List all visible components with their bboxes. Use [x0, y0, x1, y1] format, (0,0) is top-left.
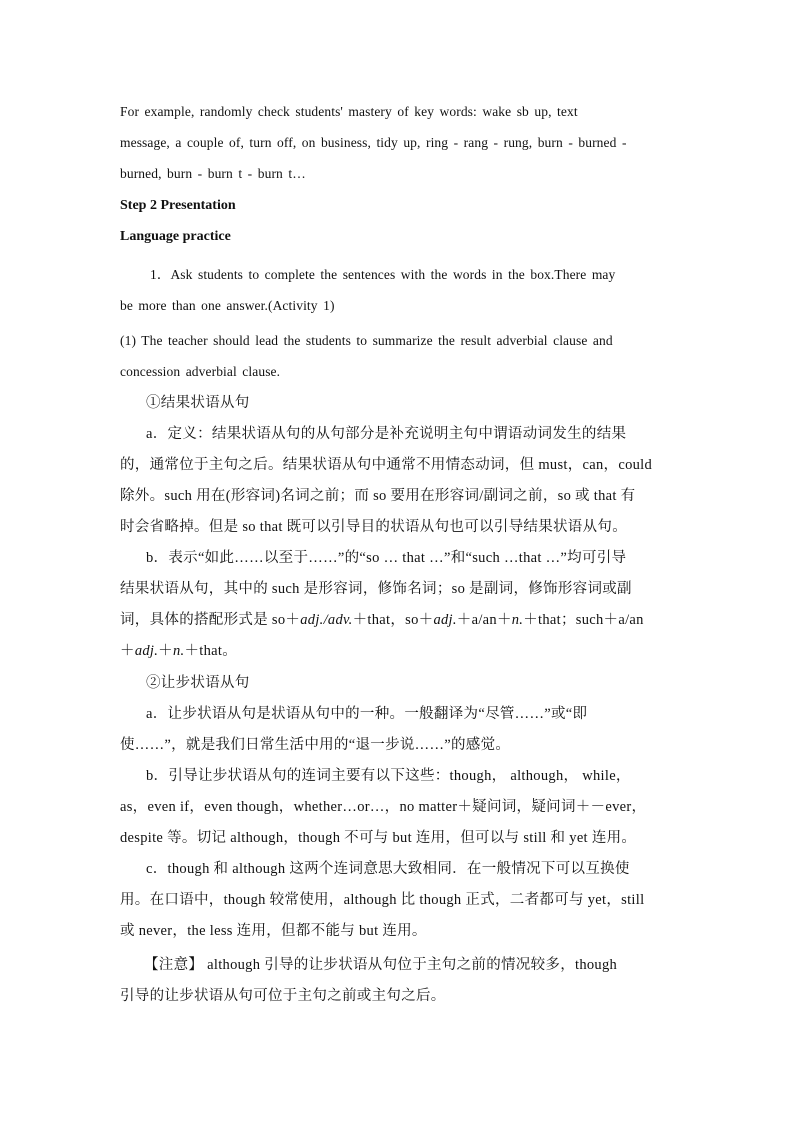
result-usage-line: b．表示“如此……以至于……”的“so … that …”和“such …that …”均可引导 — [146, 550, 627, 566]
concession-def-line: a．让步状语从句是状语从句中的一种。一般翻译为“尽管……”或“即 — [146, 706, 588, 722]
intro-line: burned, burn - burn t - burn t… — [120, 166, 306, 181]
pattern-adj: adj. — [134, 643, 159, 659]
result-def-line: 除外。such 用在(形容词)名词之前；而 so 要用在形容词/副词之前，so 或 that 有 — [120, 488, 636, 504]
pattern-adj: adj. — [433, 612, 457, 628]
caution-note — [120, 950, 673, 1012]
concession-clause-heading: ②让步状语从句 — [146, 675, 250, 691]
caution-line: 【注意】 although 引导的让步状语从句位于主句之前的情况较多，though — [144, 957, 618, 973]
concession-compare-line: c．though 和 although 这两个连词意思大致相同．在一般情况下可以互换使 — [146, 861, 630, 877]
pattern-text: ＋ — [120, 643, 135, 659]
intro-paragraph — [120, 96, 673, 189]
concession-conj-line: b．引导让步状语从句的连词主要有以下这些：though， although， while， — [146, 768, 631, 784]
note1-line: concession adverbial clause. — [120, 364, 281, 379]
pattern-text: ＋a/an＋ — [456, 612, 512, 628]
caution-line: 引导的让步状语从句可位于主句之前或主句之后。 — [120, 988, 446, 1004]
pattern-text: ＋that。 — [184, 643, 238, 659]
result-usage-line: 结果状语从句，其中的 such 是形容词，修饰名词；so 是副词，修饰形容词或副 — [120, 581, 632, 597]
step2-heading-block — [120, 190, 673, 252]
pattern-noun: n. — [172, 643, 185, 659]
concession-conj-line: as，even if，even though，whether…or…，no matter＋疑问词，疑问词＋－ever， — [120, 799, 647, 815]
pattern-text: ＋ — [158, 643, 173, 659]
activity1-line: 1．Ask students to complete the sentences with the words in the box.There may — [150, 267, 616, 282]
pattern-text: ＋that；such＋a/an — [523, 612, 644, 628]
result-clause-heading: ①结果状语从句 — [146, 395, 250, 411]
language-practice-heading: Language practice — [120, 229, 231, 244]
pattern-adj-adv: adj./adv. — [300, 612, 353, 628]
intro-line: message, a couple of, turn off, on business, tidy up, ring - rang - rung, burn - burned - — [120, 135, 627, 150]
note1-paragraph — [120, 325, 673, 387]
concession-compare-line: 用。在口语中，though 较常使用，although 比 though 正式，二者都可与 yet，still — [120, 892, 645, 908]
activity1-line: be more than one answer.(Activity 1) — [120, 298, 335, 313]
concession-clause-section — [120, 668, 673, 947]
activity1-paragraph — [120, 259, 673, 321]
result-pattern-line — [120, 605, 673, 636]
concession-compare-line: 或 never，the less 连用，但都不能与 but 连用。 — [120, 923, 427, 939]
concession-def-line: 使……”，就是我们日常生活中用的“退一步说……”的感觉。 — [120, 737, 511, 753]
concession-conj-line: despite 等。切记 although，though 不可与 but 连用，但可以与 still 和 yet 连用。 — [120, 830, 637, 846]
pattern-text: ＋that，so＋ — [352, 612, 434, 628]
pattern-noun: n. — [511, 612, 524, 628]
intro-line: For example, randomly check students' mastery of key words: wake sb up, text — [120, 104, 578, 119]
result-pattern-line — [120, 636, 673, 667]
result-def-line: 时会省略掉。但是 so that 既可以引导目的状语从句也可以引导结果状语从句。 — [120, 519, 628, 535]
step2-heading: Step 2 Presentation — [120, 198, 236, 213]
result-clause-section — [120, 388, 673, 667]
result-def-line: 的，通常位于主句之后。结果状语从句中通常不用情态动词，但 must，can，could — [120, 457, 653, 473]
result-def-line: a．定义：结果状语从句的从句部分是补充说明主句中谓语动词发生的结果 — [146, 426, 627, 442]
note1-line: (1) The teacher should lead the students to summarize the result adverbial clause and — [120, 333, 613, 348]
pattern-text: 词，具体的搭配形式是 so＋ — [120, 612, 301, 628]
